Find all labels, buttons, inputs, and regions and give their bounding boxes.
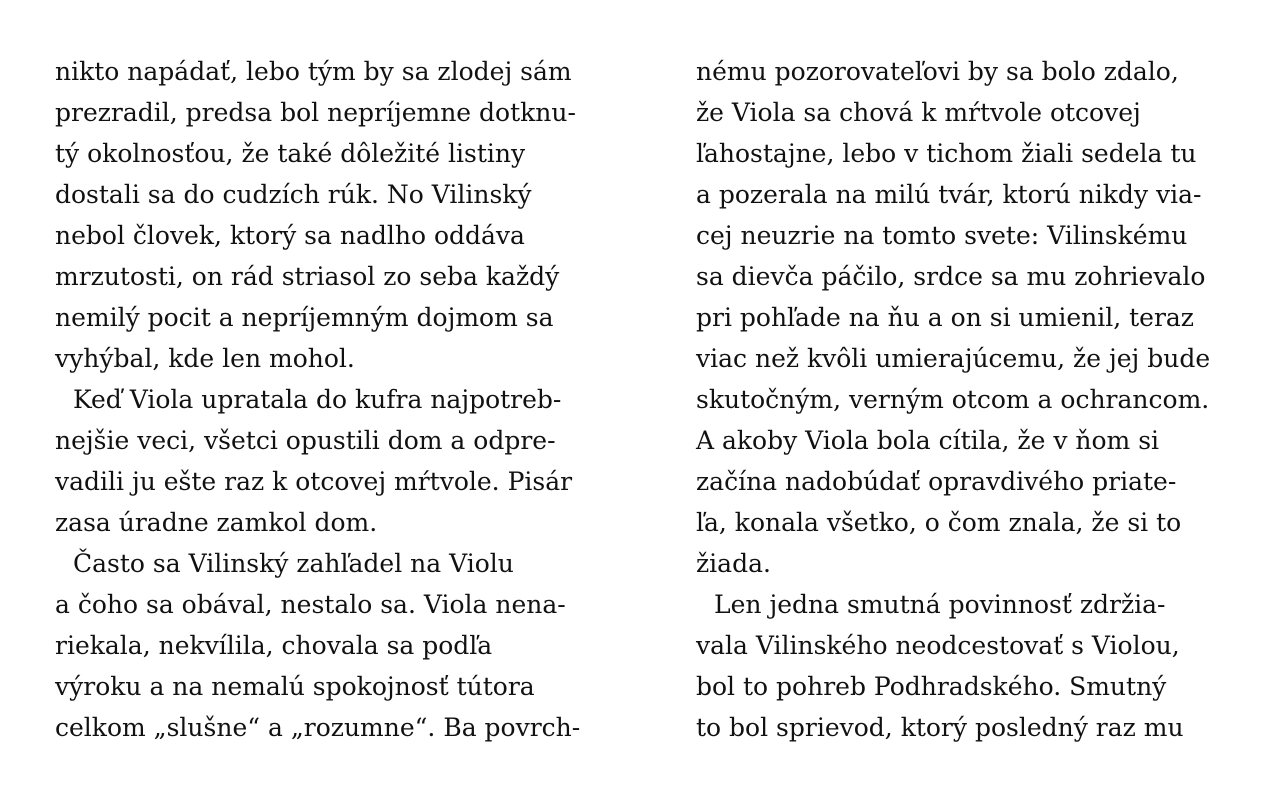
text-line: cej neuzrie na tomto svete: Vilinskému	[696, 221, 1188, 250]
text-line: skutočným, verným otcom a ochrancom.	[696, 385, 1210, 414]
text-line: zasa úradne zamkol dom.	[55, 508, 378, 537]
text-line: nebol človek, ktorý sa nadlho oddáva	[55, 221, 525, 250]
text-line: začína nadobúdať opravdivého priate-	[696, 467, 1177, 496]
text-line: tý okolnosťou, že také dôležité listiny	[55, 139, 526, 168]
text-line: žiada.	[696, 549, 771, 578]
text-line: to bol sprievod, ktorý posledný raz mu	[696, 713, 1184, 742]
text-line: mrzutosti, on rád striasol zo seba každý	[55, 262, 560, 291]
text-line: vala Vilinského neodcestovať s Violou,	[696, 631, 1180, 660]
text-line: viac než kvôli umierajúcemu, že jej bude	[696, 344, 1211, 373]
paragraph-start-line: Len jedna smutná povinnosť zdržia-	[714, 590, 1166, 619]
text-line: ľa, konala všetko, o čom znala, že si to	[696, 508, 1182, 537]
text-line: a pozerala na milú tvár, ktorú nikdy via-	[696, 180, 1202, 209]
text-line: prezradil, predsa bol nepríjemne dotknu-	[55, 98, 576, 127]
paragraph-start-line: Často sa Vilinský zahľadel na Violu	[73, 549, 514, 578]
text-line: nému pozorovateľovi by sa bolo zdalo,	[696, 57, 1179, 86]
text-line: nejšie veci, všetci opustili dom a odpre-	[55, 426, 556, 455]
text-line: riekala, nekvílila, chovala sa podľa	[55, 631, 493, 660]
text-line: bol to pohreb Podhradského. Smutný	[696, 672, 1167, 701]
text-line: A akoby Viola bola cítila, že v ňom si	[696, 426, 1160, 455]
text-line: ľahostajne, lebo v tichom žiali sedela tu	[696, 139, 1197, 168]
text-line: a čoho sa obával, nestalo sa. Viola nena-	[55, 590, 566, 619]
text-line: vyhýbal, kde len mohol.	[55, 344, 355, 373]
text-line: celkom „slušne“ a „rozumne“. Ba povrch-	[55, 713, 581, 742]
text-line: vadili ju ešte raz k otcovej mŕtvole. Pisár	[55, 467, 573, 496]
text-line: dostali sa do cudzích rúk. No Vilinský	[55, 180, 532, 209]
text-line: nemilý pocit a nepríjemným dojmom sa	[55, 303, 554, 332]
text-line: výroku a na nemalú spokojnosť tútora	[55, 672, 535, 701]
text-line: pri pohľade na ňu a on si umienil, teraz	[696, 303, 1194, 332]
text-line: sa dievča páčilo, srdce sa mu zohrievalo	[696, 262, 1206, 291]
paragraph-start-line: Keď Viola upratala do kufra najpotreb-	[73, 385, 562, 414]
right-text-column	[696, 51, 1236, 748]
text-line: nikto napádať, lebo tým by sa zlodej sám	[55, 57, 572, 86]
text-line: že Viola sa chová k mŕtvole otcovej	[696, 98, 1141, 127]
left-text-column	[55, 51, 595, 748]
